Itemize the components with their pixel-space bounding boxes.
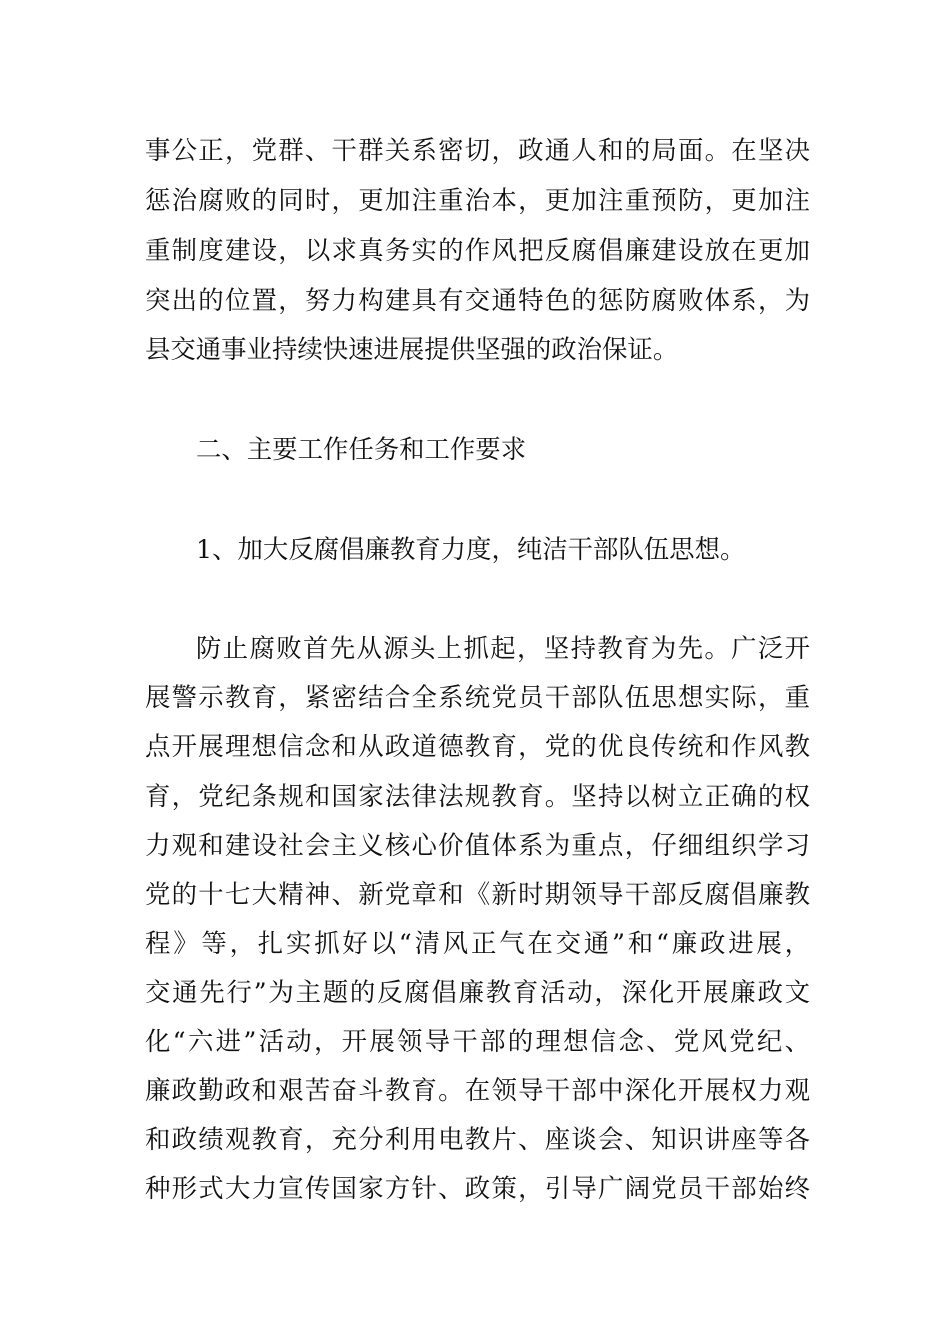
paragraph-line: 育，党纪条规和国家法律法规教育。坚持以树立正确的权 — [145, 781, 810, 811]
paragraph-line: 展警示教育，紧密结合全系统党员干部队伍思想实际，重 — [145, 682, 810, 712]
paragraph-line: 交通先行”为主题的反腐倡廉教育活动，深化开展廉政文 — [145, 977, 810, 1007]
subsection-heading: 1、加大反腐倡廉教育力度，纯洁干部队伍思想。 — [196, 534, 746, 564]
paragraph-line: 点开展理想信念和从政道德教育，党的优良传统和作风教 — [145, 731, 810, 761]
paragraph-line: 力观和建设社会主义核心价值体系为重点，仔细组织学习 — [145, 830, 810, 860]
paragraph-line: 程》等，扎实抓好以“清风正气在交通”和“廉政进展， — [145, 928, 810, 958]
section-heading: 二、主要工作任务和工作要求 — [196, 434, 527, 464]
paragraph-line: 廉政勤政和艰苦奋斗教育。在领导干部中深化开展权力观 — [145, 1075, 810, 1105]
paragraph-line: 化“六进”活动，开展领导干部的理想信念、党风党纪、 — [145, 1026, 810, 1056]
paragraph-line: 和政绩观教育，充分利用电教片、座谈会、知识讲座等各 — [145, 1124, 810, 1154]
paragraph-line: 党的十七大精神、新党章和《新时期领导干部反腐倡廉教 — [145, 879, 810, 909]
paragraph-line: 突出的位置，努力构建具有交通特色的惩防腐败体系，为 — [145, 285, 810, 315]
paragraph-line: 惩治腐败的同时，更加注重治本，更加注重预防，更加注 — [145, 185, 810, 215]
paragraph-line: 县交通事业持续快速进展提供坚强的政治保证。 — [145, 334, 679, 364]
paragraph-line: 种形式大力宣传国家方针、政策，引导广阔党员干部始终 — [145, 1173, 810, 1203]
paragraph-line: 防止腐败首先从源头上抓起，坚持教育为先。广泛开 — [196, 633, 810, 663]
paragraph-line: 重制度建设，以求真务实的作风把反腐倡廉建设放在更加 — [145, 235, 810, 265]
paragraph-line: 事公正，党群、干群关系密切，政通人和的局面。在坚决 — [145, 135, 810, 165]
